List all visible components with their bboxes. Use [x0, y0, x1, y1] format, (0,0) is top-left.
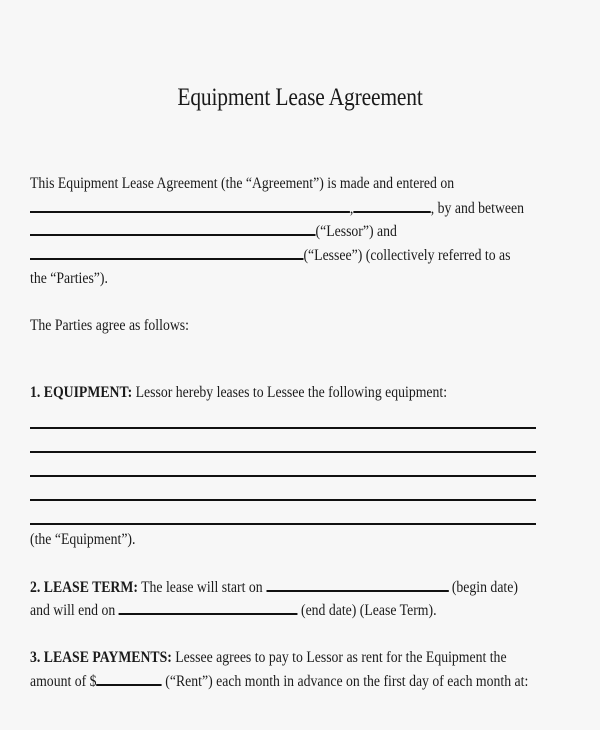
equipment-blank-5[interactable]: [30, 523, 536, 525]
rent-text: (“Rent”) each month in advance on the first day of each month at:: [161, 673, 529, 690]
equipment-blank-4[interactable]: [30, 499, 536, 501]
section-3-heading: 3. LEASE PAYMENTS:: [30, 649, 172, 666]
comma-text: ,: [349, 200, 354, 217]
section-3-line-2: [30, 671, 528, 692]
section-1-closing: [30, 530, 135, 550]
section-1-text: Lessor hereby leases to Lessee the following equipment:: [132, 384, 448, 401]
intro-line-4: [30, 245, 511, 266]
section-2-heading: 2. LEASE TERM:: [30, 579, 138, 596]
section-1-line: [30, 383, 447, 403]
section-2-line-1: [30, 577, 518, 598]
parties-text: the “Parties”).: [30, 270, 108, 287]
intro-line-3: [30, 221, 397, 242]
section-1-heading: 1. EQUIPMENT:: [30, 384, 133, 401]
by-and-between-text: , by and between: [430, 200, 524, 217]
intro-text: This Equipment Lease Agreement (the “Agreement”) is made and entered on: [30, 175, 455, 192]
begin-date-blank[interactable]: [266, 577, 448, 592]
intro-line-2: [30, 198, 524, 219]
section-3-line-1: [30, 648, 507, 668]
equipment-blank-1[interactable]: [30, 427, 536, 429]
lessee-name-blank[interactable]: [30, 245, 303, 260]
section-3-text: Lessee agrees to pay to Lessor as rent for the Equipment the: [171, 649, 507, 666]
agree-text: The Parties agree as follows:: [30, 317, 189, 334]
intro-line-5: [30, 269, 108, 289]
section-2-line-2: [30, 600, 437, 621]
equipment-closing-text: (the “Equipment”).: [30, 531, 136, 548]
amount-prefix-text: amount of $: [30, 673, 97, 690]
lessee-text: (“Lessee”) (collectively referred to as: [303, 247, 511, 264]
equipment-blank-3[interactable]: [30, 475, 536, 477]
lessor-text: (“Lessor”) and: [315, 223, 397, 240]
equipment-blank-2[interactable]: [30, 451, 536, 453]
agreement-year-blank[interactable]: [353, 198, 430, 213]
lease-end-text: and will end on: [30, 602, 119, 619]
agreement-date-blank[interactable]: [30, 198, 350, 213]
rent-amount-blank[interactable]: [97, 671, 162, 686]
begin-date-text: (begin date): [448, 579, 518, 596]
document-title: Equipment Lease Agreement: [177, 84, 423, 111]
end-date-blank[interactable]: [119, 600, 298, 615]
lease-start-text: The lease will start on: [137, 579, 267, 596]
intro-line-1: [30, 174, 454, 194]
lessor-name-blank[interactable]: [30, 221, 316, 236]
agree-paragraph: [30, 316, 189, 336]
end-date-text: (end date) (Lease Term).: [297, 602, 437, 619]
